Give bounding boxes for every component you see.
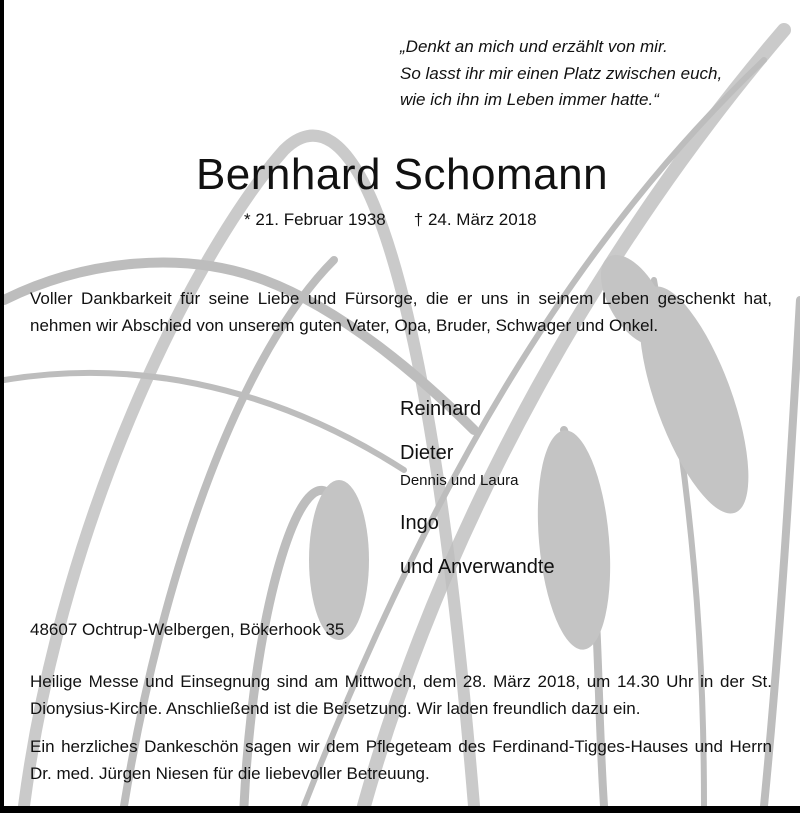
life-dates — [244, 210, 565, 230]
quote-line: „Denkt an mich und erzählt von mir. — [400, 37, 668, 56]
address: 48607 Ochtrup-Welbergen, Bökerhook 35 — [30, 620, 345, 639]
quote-line: So lasst ihr mir einen Platz zwischen euch, — [400, 63, 723, 83]
obituary-card — [4, 0, 800, 806]
birth-date: * 21. Februar 1938 — [244, 210, 386, 229]
family-member: Ingo — [400, 512, 439, 534]
quote — [400, 34, 722, 114]
family-member: Dieter — [400, 442, 454, 464]
death-date: † 24. März 2018 — [413, 210, 537, 229]
thanks-text: Ein herzliches Dankeschön sagen wir dem Pflegeteam des Ferdinand-Tigges-Hauses und Herrn Dr. med. Jürgen Niesen für die liebevoller Betreuung. — [30, 737, 772, 783]
quote-line: wie ich ihn im Leben immer hatte.“ — [400, 90, 659, 109]
deceased-name: Bernhard Schomann — [195, 150, 609, 199]
family-member: Reinhard — [400, 398, 482, 420]
family-member: Dennis und Laura — [400, 472, 519, 489]
service-info: Heilige Messe und Einsegnung sind am Mittwoch, dem 28. März 2018, um 14.30 Uhr in der St. Dionysius-Kirche. Anschließend ist die Beisetzung. Wir laden freundlich dazu ein. — [30, 672, 772, 718]
intro-text: Voller Dankbarkeit für seine Liebe und Fürsorge, die er uns in seinem Leben geschenkt hat, nehmen wir Abschied von unserem guten Vater, Opa, Bruder, Schwager und Onkel. — [30, 289, 772, 335]
family-member: und Anverwandte — [400, 556, 555, 578]
